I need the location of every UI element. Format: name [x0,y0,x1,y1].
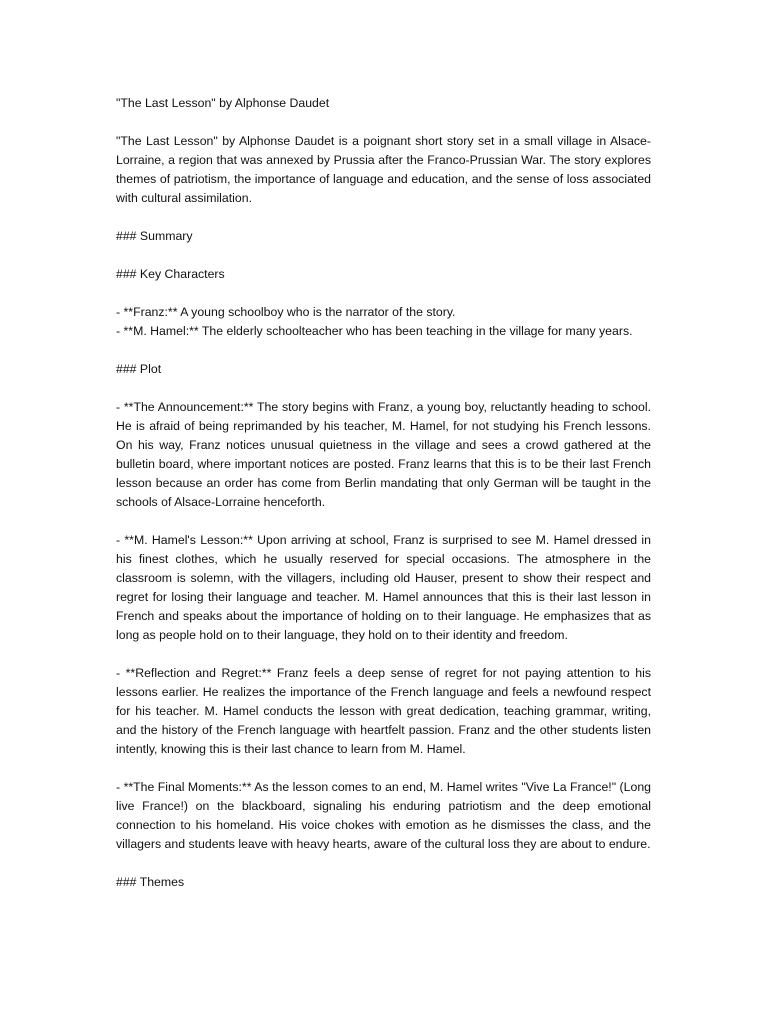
key-characters-heading: ### Key Characters [116,267,225,281]
character-list [116,303,651,341]
plot-item-announcement: - **The Announcement:** The story begins with Franz, a young boy, reluctantly heading to school. He is afraid of being reprimanded by his teacher, M. Hamel, for not studying his French lessons. On his way, Franz notices unusual quietness in the village and sees a crowd gathered at the bulletin board, where important notices are posted. Franz learns that this is to be their last French lesson because an order has come from Berlin mandating that only German will be taught in the schools of Alsace-Lorraine henceforth. [116,400,651,509]
document-title: "The Last Lesson" by Alphonse Daudet [116,96,330,110]
plot-item-final-moments: - **The Final Moments:** As the lesson comes to an end, M. Hamel writes "Vive La France!" (Long live France!) on the blackboard, signaling his enduring patriotism and the deep emotional connection to his homeland. His voice chokes with emotion as he dismisses the class, and the villagers and students leave with heavy hearts, aware of the cultural loss they are about to endure. [116,780,651,851]
character-item-hamel: - **M. Hamel:** The elderly schoolteacher who has been teaching in the village for many years. [116,324,633,338]
intro-paragraph: "The Last Lesson" by Alphonse Daudet is a poignant short story set in a small village in Alsace-Lorraine, a region that was annexed by Prussia after the Franco-Prussian War. The story explores themes of patriotism, the importance of language and education, and the sense of loss associated with cultural assimilation. [116,134,651,205]
document-page [116,94,651,911]
plot-heading: ### Plot [116,362,162,376]
summary-heading: ### Summary [116,229,193,243]
plot-item-reflection: - **Reflection and Regret:** Franz feels a deep sense of regret for not paying attention to his lessons earlier. He realizes the importance of the French language and feels a newfound respect for his teacher. M. Hamel conducts the lesson with great dedication, teaching grammar, writing, and the history of the French language with heartfelt passion. Franz and the other students listen intently, knowing this is their last chance to learn from M. Hamel. [116,666,651,756]
character-item-franz: - **Franz:** A young schoolboy who is the narrator of the story. [116,305,456,319]
plot-item-hamels-lesson: - **M. Hamel's Lesson:** Upon arriving at school, Franz is surprised to see M. Hamel dressed in his finest clothes, which he usually reserved for special occasions. The atmosphere in the classroom is solemn, with the villagers, including old Hauser, present to show their respect and regret for losing their language and teacher. M. Hamel announces that this is their last lesson in French and speaks about the importance of holding on to their language. He emphasizes that as long as people hold on to their language, they hold on to their identity and freedom. [116,533,651,642]
themes-heading: ### Themes [116,875,185,889]
